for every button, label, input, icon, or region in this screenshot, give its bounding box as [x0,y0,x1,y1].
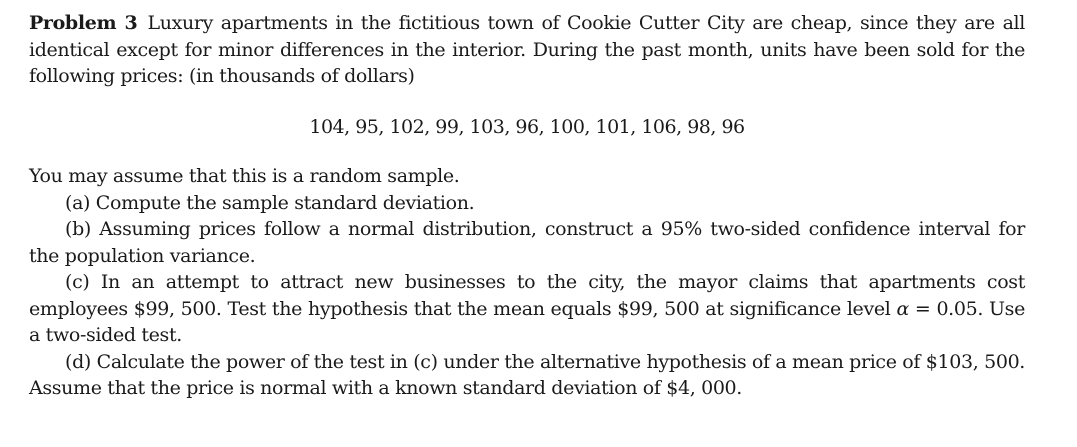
intro-text: Luxury apartments in the fictitious town of Cookie Cutter City are cheap, since they are all identical except for minor differences in the interior. During the past month, units have been sold for the following prices: (in thousands of dollars) [29,12,1025,87]
problem-intro [29,10,1025,90]
part-c [29,269,1025,349]
price-data-list: 104, 95, 102, 99, 103, 96, 100, 101, 106, 98, 96 [309,115,745,138]
problem-label: Problem 3 [29,12,138,34]
alpha-symbol: α [896,297,909,320]
part-c-text-1: (c) In an attempt to attract new businesses to the city, the mayor claims that apartments cost employees $99, 500. Test the hypothesis that the mean equals $99, 500 at significance level [29,271,1025,320]
part-c-text-2: = 0.05. Use a two-sided test. [29,297,1025,346]
part-b: (b) Assuming prices follow a normal distribution, construct a 95% two-sided confidence interval for the population variance. [29,218,1025,267]
part-a: (a) Compute the sample standard deviation. [65,191,475,214]
problem-document [29,10,1025,402]
assumption-text: You may assume that this is a random sample. [29,165,460,187]
part-d: (d) Calculate the power of the test in (c) under the alternative hypothesis of a mean price of $103, 500. Assume that the price is normal with a known standard deviation of $4, 000. [29,350,1025,399]
